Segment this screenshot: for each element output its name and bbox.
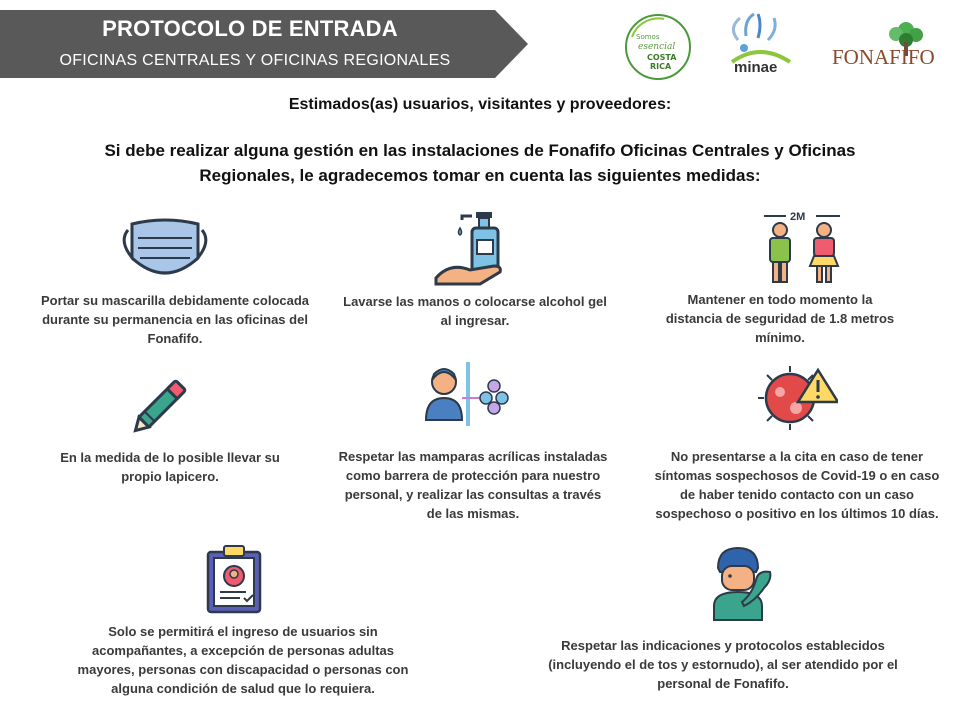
- costa-rica-logo: [624, 13, 692, 81]
- hand-sanitizer-icon: [432, 208, 512, 290]
- clipboard-icon: [206, 544, 262, 614]
- svg-text:2M: 2M: [790, 211, 806, 223]
- face-mask-icon: [118, 216, 212, 284]
- minae-logo: [724, 10, 806, 78]
- svg-text:esencial: esencial: [638, 42, 676, 52]
- measure-screen-text: Respetar las mamparas acrílicas instaladas como barrera de protección para nuestro personal, y realizar las consultas a través de las mismas.: [338, 449, 608, 521]
- svg-text:COSTA: COSTA: [647, 53, 677, 62]
- header-banner: [0, 10, 530, 78]
- measure-hands-text: Lavarse las manos o colocarse alcohol gel al ingresar.: [343, 294, 607, 328]
- virus-warning-icon: [758, 362, 838, 434]
- greeting-text: Estimados(as) usuarios, visitantes y proveedores:: [288, 96, 672, 113]
- svg-text:FONAFIFO: FONAFIFO: [832, 45, 935, 69]
- intro-text: Si debe realizar alguna gestión en las instalaciones de Fonafifo Oficinas Centrales y Oficinas Regionales, le agradecemos tomar en cuenta las siguientes medidas:: [104, 141, 856, 185]
- measure-symptoms-text: No presentarse a la cita en caso de tener síntomas sospechosos de Covid-19 o en caso de haber tenido contacto con un caso sospechoso o positivo en los últimos 10 días.: [654, 449, 940, 521]
- measure-pen-text: En la medida de lo posible llevar su propio lapicero.: [60, 450, 280, 484]
- measure-cough-text: Respetar las indicaciones y protocolos establecidos (incluyendo el de tos y estornudo), al ser atendido por el personal de Fonafifo.: [548, 638, 898, 691]
- pen-icon: [130, 372, 196, 434]
- svg-text:minae: minae: [734, 59, 778, 76]
- measure-companions-text: Solo se permitirá el ingreso de usuarios sin acompañantes, a excepción de personas adultas mayores, personas con discapacidad o personas con alguna condición de salud que lo requiera.: [77, 624, 409, 696]
- cough-etiquette-icon: [708, 546, 774, 622]
- svg-text:Somos: Somos: [636, 33, 660, 41]
- page-subtitle: OFICINAS CENTRALES Y OFICINAS REGIONALES: [59, 52, 451, 69]
- page-title: PROTOCOLO DE ENTRADA: [102, 16, 398, 41]
- social-distance-icon: [760, 208, 844, 284]
- measure-distance-text: Mantener en todo momento la distancia de seguridad de 1.8 metros mínimo.: [665, 292, 895, 345]
- acrylic-screen-icon: [422, 362, 514, 432]
- fonafifo-logo: [830, 18, 946, 72]
- svg-text:RICA: RICA: [650, 62, 672, 71]
- measure-mask-text: Portar su mascarilla debidamente colocada durante su permanencia en las oficinas del Fonafifo.: [40, 293, 310, 346]
